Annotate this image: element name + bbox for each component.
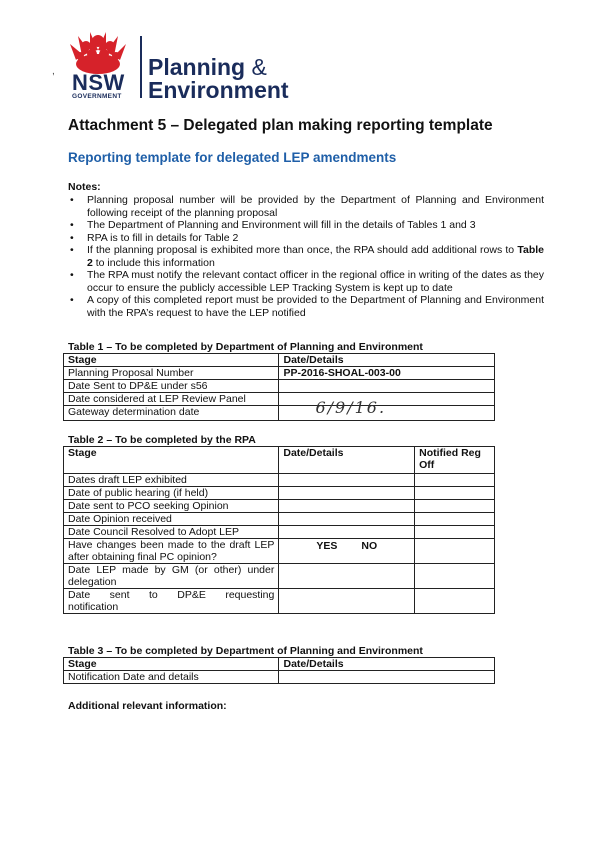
dept-name-line1: Planning & [148,54,267,80]
yes-no-cell [279,539,415,564]
column-header: Date/Details [279,658,495,671]
table2 [63,446,495,614]
notified-cell [415,526,495,539]
stage-cell: Date considered at LEP Review Panel [64,393,279,406]
column-header: Stage [64,658,279,671]
date-cell [279,380,495,393]
notes-list [68,194,544,319]
date-cell [279,564,415,589]
table-row [64,367,495,380]
table3 [63,657,495,684]
table-row [64,513,495,526]
stage-cell: Planning Proposal Number [64,367,279,380]
table1 [63,353,495,421]
table3-caption: Table 3 – To be completed by Department of Planning and Environment [68,645,423,657]
stage-cell: Date Opinion received [64,513,279,526]
date-cell [279,589,415,614]
notes-heading: Notes: [68,181,101,193]
table2-caption: Table 2 – To be completed by the RPA [68,434,256,446]
notified-cell [415,564,495,589]
notified-cell [415,474,495,487]
page-subtitle: Reporting template for delegated LEP amendments [68,150,397,165]
dept-name-line2: Environment [148,77,289,103]
page-title: Attachment 5 – Delegated plan making reporting template [68,117,493,134]
note-item: • A copy of this completed report must be provided to the Department of Planning and Environment with the RPA’s request to have the LEP notified [68,294,544,319]
government-wordmark: GOVERNMENT [72,93,122,100]
logo-divider [140,36,142,98]
table-row [64,526,495,539]
date-cell [279,474,415,487]
stray-pen-mark: , [52,66,55,77]
table-row [64,380,495,393]
date-cell [279,526,415,539]
notified-cell [415,589,495,614]
note-item: • Planning proposal number will be provided by the Department of Planning and Environment following receipt of the planning proposal [68,194,544,219]
stage-cell: Date LEP made by GM (or other) under delegation [64,564,279,589]
date-cell [279,671,495,684]
notified-cell [415,500,495,513]
stage-cell: Have changes been made to the draft LEP after obtaining final PC opinion? [64,539,279,564]
nsw-wordmark: NSW [72,70,125,95]
table1-caption: Table 1 – To be completed by Department of Planning and Environment [68,341,423,353]
table-header-row [64,658,495,671]
table-header-row [64,447,495,474]
date-cell [279,398,495,421]
column-header: Date/Details [279,354,495,367]
table-row [64,474,495,487]
notified-cell [415,539,495,564]
date-cell [279,513,415,526]
table-row [64,671,495,684]
column-header: Date/Details [279,447,415,474]
note-item: • If the planning proposal is exhibited more than once, the RPA should add additional rows to Table 2 to include this information [68,244,544,269]
column-header: Stage [64,354,279,367]
date-cell [279,487,415,500]
stage-cell: Notification Date and details [64,671,279,684]
column-header: Notified Reg Off [415,447,495,474]
yes-option: YES [316,540,338,552]
nsw-planning-environment-logo [62,30,302,104]
table-row [64,406,495,421]
stage-cell: Date Council Resolved to Adopt LEP [64,526,279,539]
stage-cell: Gateway determination date [64,406,279,421]
stage-cell: Date Sent to DP&E under s56 [64,380,279,393]
stage-cell: Date sent to PCO seeking Opinion [64,500,279,513]
table-row [64,564,495,589]
table-row [64,539,495,564]
note-item: • The RPA must notify the relevant contact officer in the regional office in writing of the dates as they occur to ensure the publicly accessible LEP Tracking System is kept up to date [68,269,544,294]
table-header-row [64,354,495,367]
note-item: • RPA is to fill in details for Table 2 [68,232,544,245]
stage-cell: Date of public hearing (if held) [64,487,279,500]
planning-proposal-number: PP-2016-SHOAL-003-00 [279,367,495,380]
table-row [64,487,495,500]
handwritten-date: 6/9/16. [315,398,387,417]
date-cell [279,393,495,406]
table-row [64,500,495,513]
table-row [64,393,495,406]
additional-info-heading: Additional relevant information: [68,700,227,712]
stage-cell: Date sent to DP&E requesting notification [64,589,279,614]
notified-cell [415,487,495,500]
stage-cell: Dates draft LEP exhibited [64,474,279,487]
column-header: Stage [64,447,279,474]
note-item: • The Department of Planning and Environment will fill in the details of Tables 1 and 3 [68,219,544,232]
no-option: NO [361,540,378,552]
table-row [64,589,495,614]
notified-cell [415,513,495,526]
date-cell [279,500,415,513]
